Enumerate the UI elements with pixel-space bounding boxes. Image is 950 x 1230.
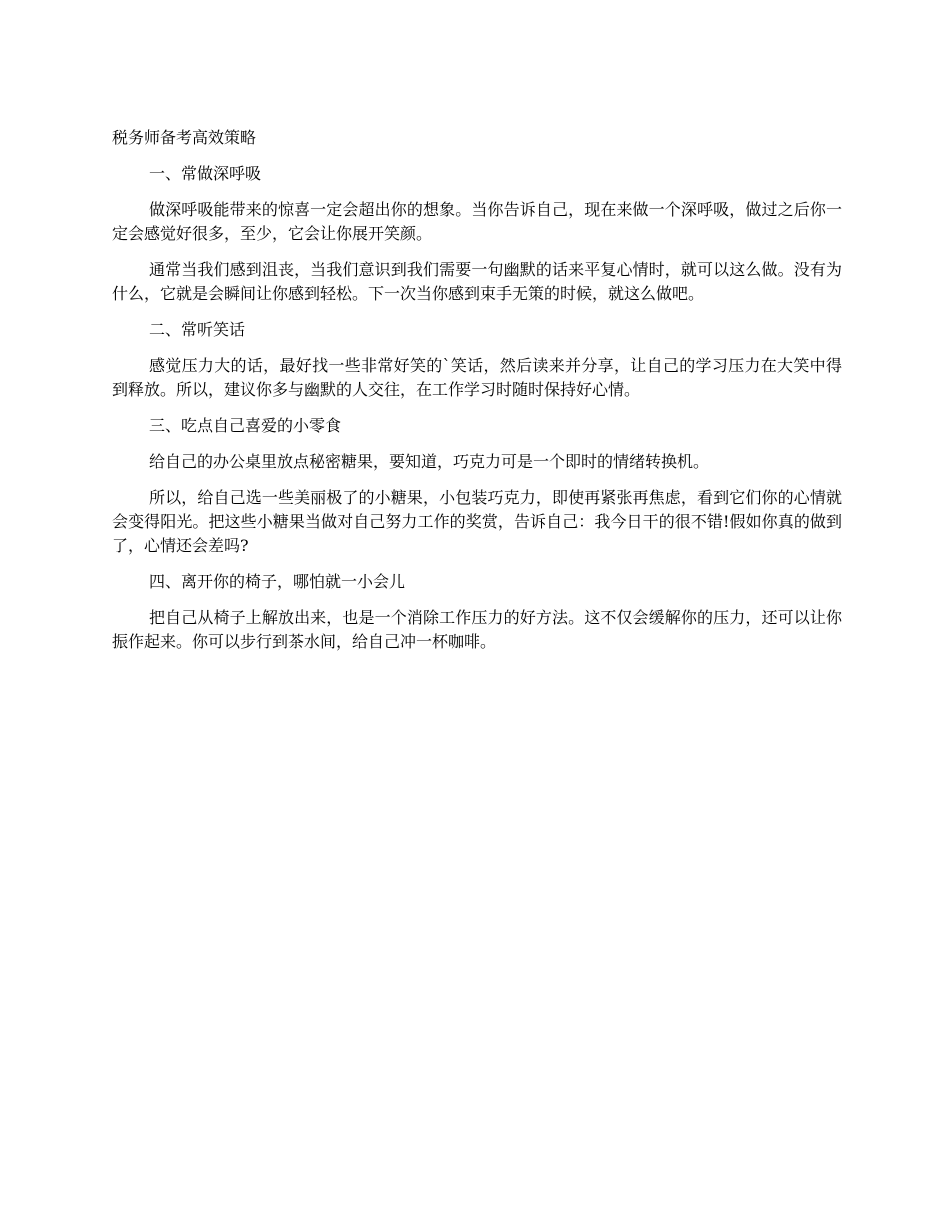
paragraph: 做深呼吸能带来的惊喜一定会超出你的想象。当你告诉自己，现在来做一个深呼吸，做过之后你一定会感觉好很多，至少，它会让你展开笑颜。 (112, 200, 842, 243)
paragraph: 感觉压力大的话，最好找一些非常好笑的`笑话，然后读来并分享，让自己的学习压力在大笑中得到释放。所以，建议你多与幽默的人交往，在工作学习时随时保持好心情。 (112, 356, 842, 399)
section-heading: 三、吃点自己喜爱的小零食 (149, 416, 342, 435)
section-heading: 二、常听笑话 (149, 320, 246, 339)
document-page (112, 126, 842, 666)
document-title: 税务师备考高效策略 (112, 128, 257, 147)
paragraph: 给自己的办公桌里放点秘密糖果，要知道，巧克力可是一个即时的情绪转换机。 (149, 452, 710, 471)
section-heading: 一、常做深呼吸 (149, 164, 262, 183)
paragraph: 所以，给自己选一些美丽极了的小糖果，小包装巧克力，即使再紧张再焦虑，看到它们你的心情就会变得阳光。把这些小糖果当做对自己努力工作的奖赏，告诉自己：我今日干的很不错!假如你真的做到了，心情还会差吗? (112, 488, 842, 555)
paragraph: 把自己从椅子上解放出来，也是一个消除工作压力的好方法。这不仅会缓解你的压力，还可以让你振作起来。你可以步行到茶水间，给自己冲一杯咖啡。 (112, 608, 842, 651)
paragraph: 通常当我们感到沮丧，当我们意识到我们需要一句幽默的话来平复心情时，就可以这么做。没有为什么，它就是会瞬间让你感到轻松。下一次当你感到束手无策的时候，就这么做吧。 (112, 260, 842, 303)
section-heading: 四、离开你的椅子，哪怕就一小会儿 (149, 572, 406, 591)
